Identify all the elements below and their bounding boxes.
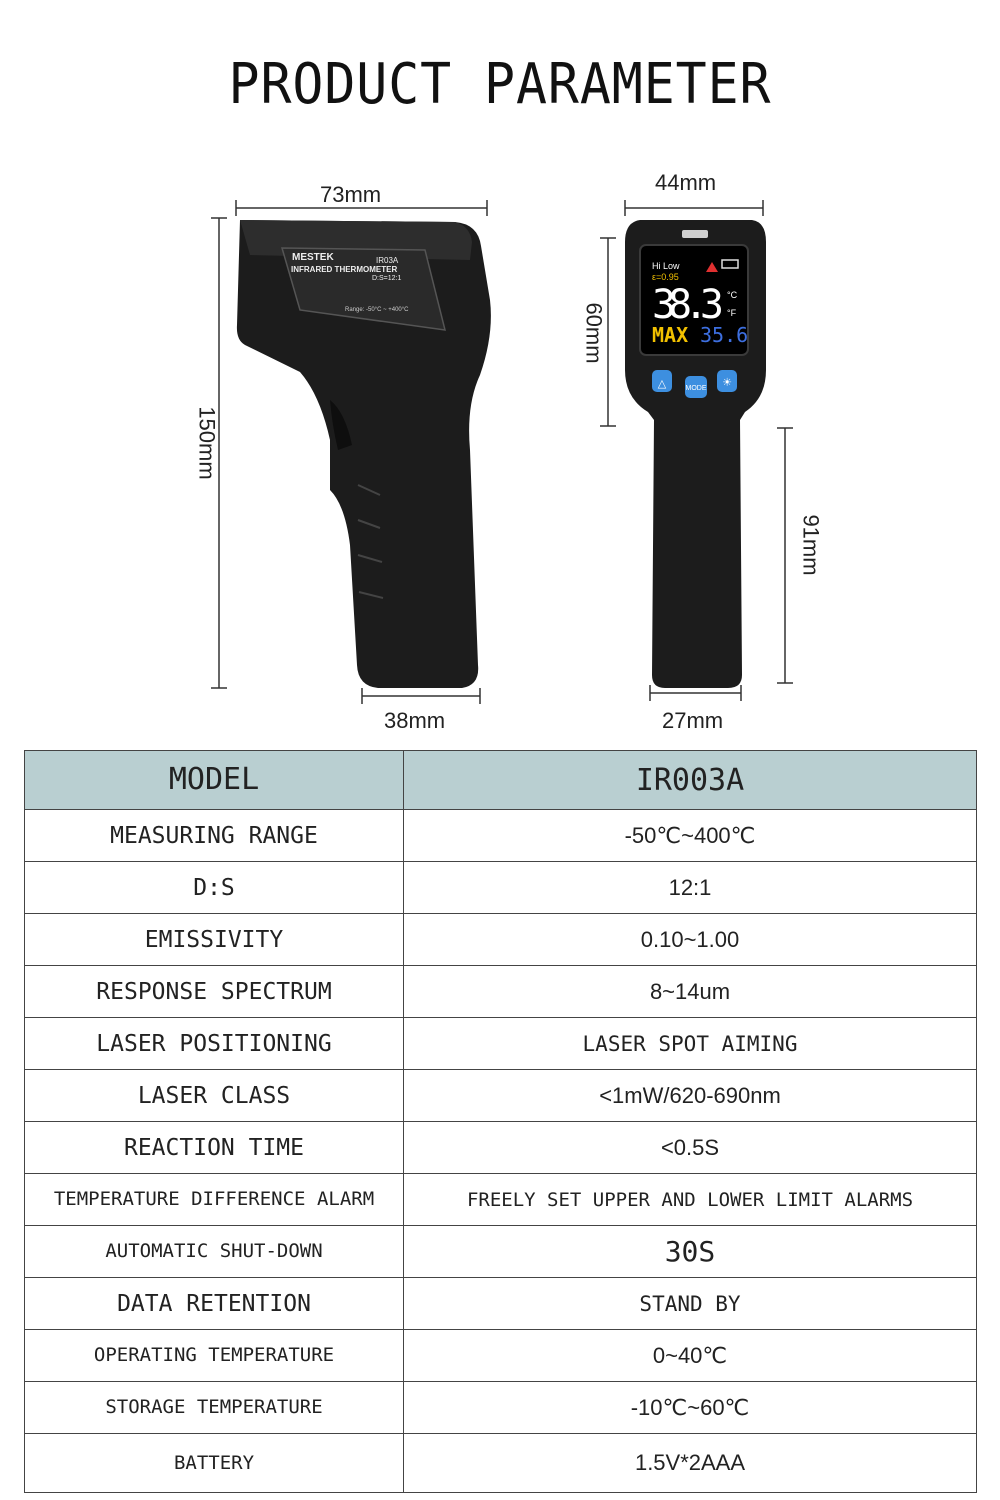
row-value: 0~40℃: [404, 1330, 977, 1382]
side-width-label: 73mm: [320, 182, 382, 207]
row-value: 8~14um: [404, 966, 977, 1018]
row-value: 1.5V*2AAA: [404, 1434, 977, 1493]
emissivity-indicator: ε=0.95: [652, 272, 679, 282]
row-value: <1mW/620-690nm: [404, 1070, 977, 1122]
row-key: OPERATING TEMPERATURE: [25, 1330, 404, 1382]
svg-text:△: △: [657, 378, 667, 390]
row-key: MEASURING RANGE: [25, 810, 404, 862]
row-key: LASER CLASS: [25, 1070, 404, 1122]
brand-label: MESTEK: [292, 252, 334, 263]
product-figure: [0, 150, 1000, 740]
max-label: MAX: [652, 323, 689, 347]
svg-text:☀: ☀: [722, 377, 732, 389]
unit-celsius: °C: [727, 290, 738, 300]
max-value: 35.6: [700, 323, 749, 347]
row-key: D:S: [25, 862, 404, 914]
row-key: AUTOMATIC SHUT-DOWN: [25, 1226, 404, 1278]
parameter-table: [24, 750, 977, 1493]
row-value: <0.5S: [404, 1122, 977, 1174]
row-key: EMISSIVITY: [25, 914, 404, 966]
row-key: DATA RETENTION: [25, 1278, 404, 1330]
table-row: [25, 966, 977, 1018]
table-row: [25, 1434, 977, 1493]
table-row: [25, 810, 977, 862]
row-value: STAND BY: [404, 1278, 977, 1330]
table-row: [25, 1122, 977, 1174]
row-key: LASER POSITIONING: [25, 1018, 404, 1070]
row-key: REACTION TIME: [25, 1122, 404, 1174]
ds-label: D:S=12:1: [372, 275, 402, 282]
row-value: 0.10~1.00: [404, 914, 977, 966]
front-grip-label: 27mm: [662, 708, 724, 733]
table-row: [25, 1226, 977, 1278]
table-row: [25, 1382, 977, 1434]
side-model-label: IR03A: [376, 256, 399, 265]
table-row: [25, 1278, 977, 1330]
side-height-label: 150mm: [194, 406, 220, 480]
table-row: [25, 1018, 977, 1070]
front-handle-label: 91mm: [798, 514, 824, 576]
row-key: RESPONSE SPECTRUM: [25, 966, 404, 1018]
thermometer-side-view: [237, 220, 491, 688]
row-value: LASER SPOT AIMING: [404, 1018, 977, 1070]
row-key: TEMPERATURE DIFFERENCE ALARM: [25, 1174, 404, 1226]
row-value: -10℃~60℃: [404, 1382, 977, 1434]
row-key: STORAGE TEMPERATURE: [25, 1382, 404, 1434]
table-row: [25, 1174, 977, 1226]
front-width-label: 44mm: [655, 170, 717, 195]
product-name-label: INFRARED THERMOMETER: [291, 265, 398, 274]
mode-button: MODE: [685, 385, 707, 392]
side-grip-label: 38mm: [384, 708, 446, 733]
table-row: [25, 914, 977, 966]
header-value-cell: IR003A: [404, 751, 977, 810]
table-row: [25, 1070, 977, 1122]
page-title: PRODUCT PARAMETER: [228, 52, 772, 117]
front-head-label: 60mm: [581, 302, 607, 364]
row-value: -50℃~400℃: [404, 810, 977, 862]
row-key: BATTERY: [25, 1434, 404, 1493]
unit-fahrenheit: °F: [727, 308, 737, 318]
row-value: 30S: [404, 1226, 977, 1278]
row-value: 12:1: [404, 862, 977, 914]
table-row: [25, 1330, 977, 1382]
range-label: Range: -50°C ~ +400°C: [345, 307, 409, 313]
temperature-reading: 38.3: [652, 282, 724, 328]
header-key-cell: MODEL: [25, 751, 404, 810]
table-header-row: [25, 751, 977, 810]
hi-low-indicator: Hi Low: [652, 261, 680, 271]
row-value: FREELY SET UPPER AND LOWER LIMIT ALARMS: [404, 1174, 977, 1226]
table-row: [25, 862, 977, 914]
